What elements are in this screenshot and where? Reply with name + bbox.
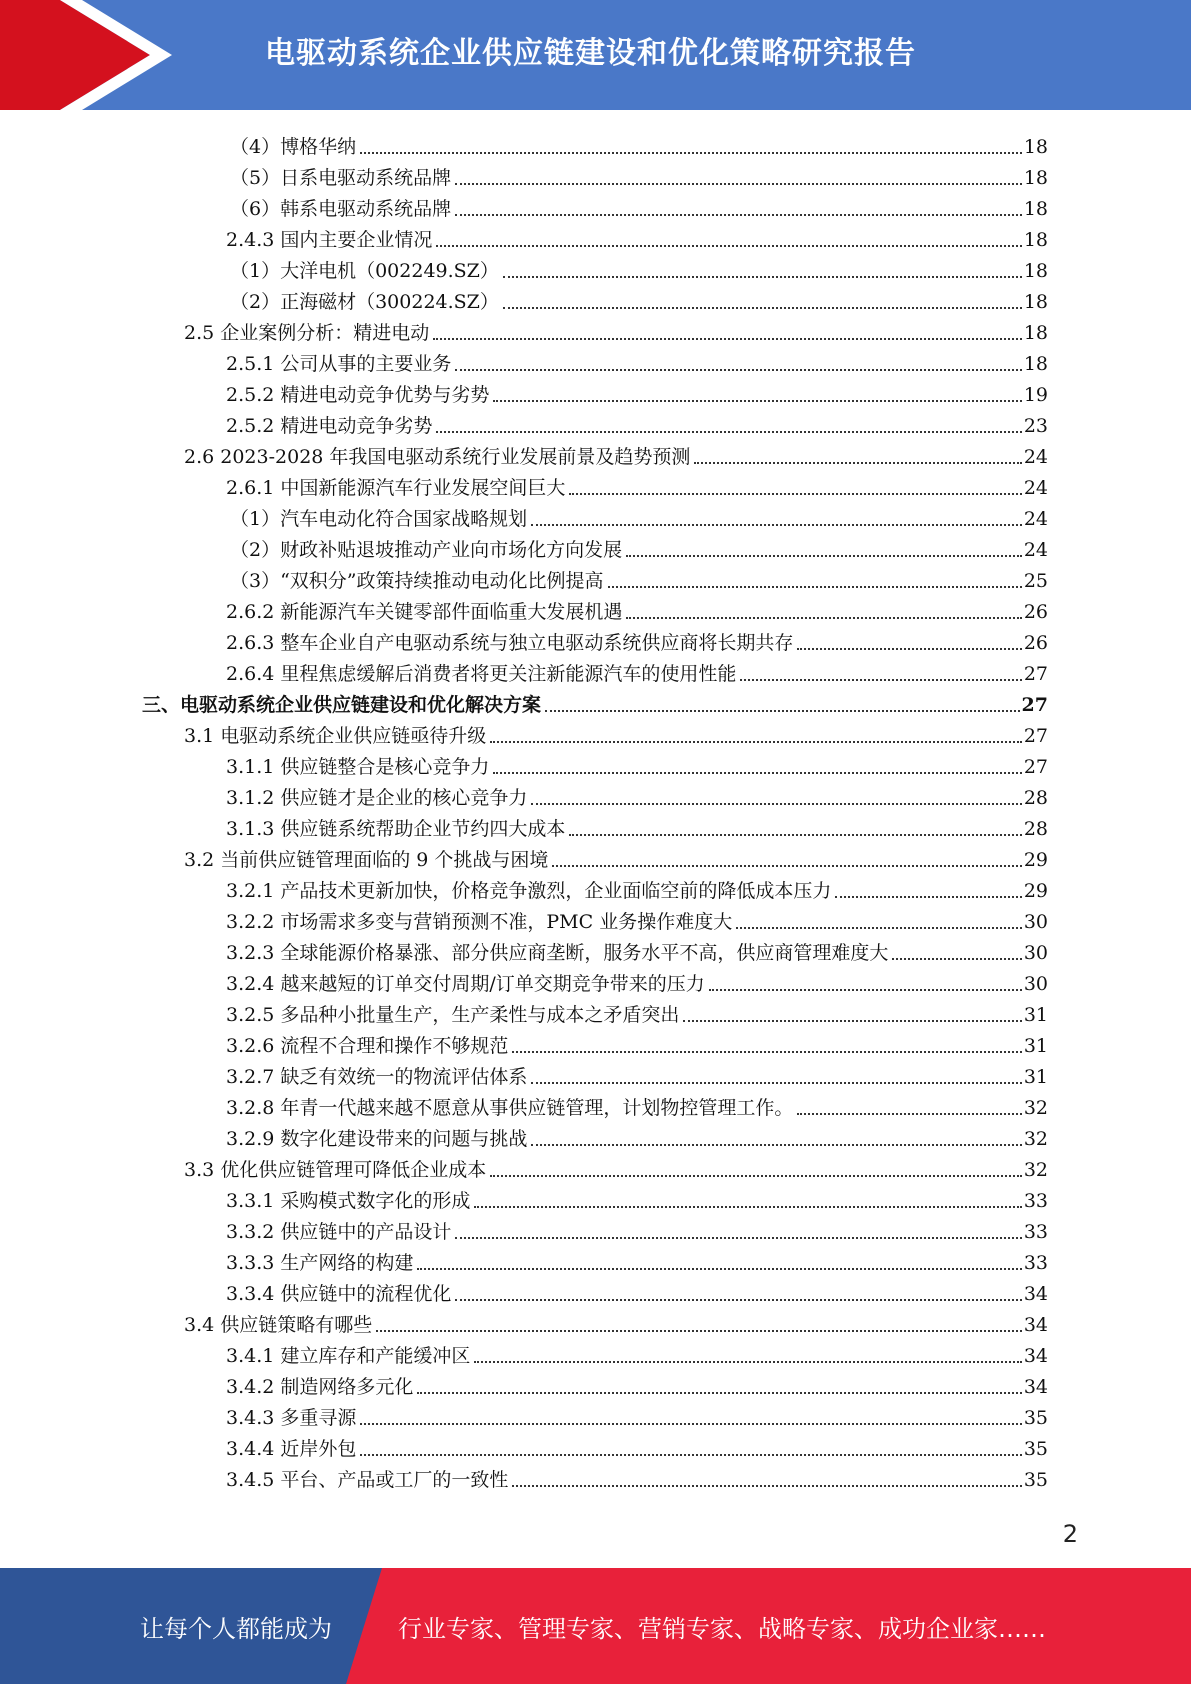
- toc-leader-dots: [376, 1330, 1022, 1332]
- toc-entry-page: 18: [1023, 322, 1048, 344]
- toc-entry-label: 2.5.2 精进电动竞争优势与劣势: [226, 384, 490, 406]
- toc-entry-page: 27: [1023, 756, 1048, 778]
- toc-entry-label: 3.2.7 缺乏有效统一的物流评估体系: [226, 1066, 528, 1088]
- toc-entry-label: 3.4 供应链策略有哪些: [184, 1314, 373, 1336]
- toc-entry-label: 3.4.2 制造网络多元化: [226, 1376, 414, 1398]
- toc-leader-dots: [892, 958, 1021, 960]
- toc-entry-page: 31: [1023, 1035, 1048, 1057]
- toc-entry-page: 28: [1023, 818, 1048, 840]
- toc-entry-page: 18: [1023, 353, 1048, 375]
- toc-leader-dots: [512, 1051, 1021, 1053]
- toc-entry[interactable]: [226, 1430, 1048, 1461]
- toc-leader-dots: [503, 276, 1022, 278]
- toc-entry[interactable]: [226, 1027, 1048, 1058]
- toc-leader-dots: [493, 772, 1021, 774]
- toc-entry[interactable]: [226, 1337, 1048, 1368]
- toc-leader-dots: [417, 1392, 1021, 1394]
- toc-entry[interactable]: [226, 221, 1048, 252]
- page-number: 2: [1062, 1520, 1078, 1548]
- toc-leader-dots: [797, 1113, 1021, 1115]
- toc-leader-dots: [455, 214, 1022, 216]
- toc-entry-page: 34: [1023, 1345, 1048, 1367]
- toc-leader-dots: [490, 741, 1022, 743]
- toc-entry[interactable]: [226, 1213, 1048, 1244]
- toc-entry[interactable]: [226, 810, 1048, 841]
- toc-entry-page: 19: [1023, 384, 1048, 406]
- toc-entry-label: （6）韩系电驱动系统品牌: [230, 198, 452, 220]
- toc-leader-dots: [531, 803, 1021, 805]
- toc-entry[interactable]: [226, 934, 1048, 965]
- toc-entry[interactable]: [226, 624, 1048, 655]
- toc-entry-page: 30: [1023, 911, 1048, 933]
- toc-entry-page: 28: [1023, 787, 1048, 809]
- toc-entry[interactable]: [230, 500, 1048, 531]
- header-title: 电驱动系统企业供应链建设和优化策略研究报告: [265, 36, 916, 71]
- toc-entry-label: 3.3.2 供应链中的产品设计: [226, 1221, 452, 1243]
- toc-entry-label: 3.2.9 数字化建设带来的问题与挑战: [226, 1128, 528, 1150]
- toc-entry-page: 18: [1023, 198, 1048, 220]
- toc-entry-label: （1）大洋电机（002249.SZ）: [230, 260, 499, 282]
- toc-entry-label: （2）正海磁材（300224.SZ）: [230, 291, 499, 313]
- page-footer: [0, 1568, 1191, 1684]
- toc-entry[interactable]: [226, 1182, 1048, 1213]
- toc-entry[interactable]: [226, 996, 1048, 1027]
- toc-entry[interactable]: [184, 314, 1048, 345]
- toc-entry-page: 27: [1023, 725, 1048, 747]
- toc-entry-label: 3.4.4 近岸外包: [226, 1438, 357, 1460]
- toc-entry[interactable]: [226, 965, 1048, 996]
- toc-entry-label: 2.5.1 公司从事的主要业务: [226, 353, 452, 375]
- toc-leader-dots: [433, 338, 1022, 340]
- toc-entry-page: 18: [1023, 291, 1048, 313]
- toc-leader-dots: [474, 1206, 1021, 1208]
- toc-entry[interactable]: [226, 1120, 1048, 1151]
- toc-entry-label: 3.2.5 多品种小批量生产，生产柔性与成本之矛盾突出: [226, 1004, 680, 1026]
- toc-entry-label: 3.1 电驱动系统企业供应链亟待升级: [184, 725, 487, 747]
- page-header: [0, 0, 1191, 110]
- toc-entry[interactable]: [226, 469, 1048, 500]
- toc-entry[interactable]: [226, 748, 1048, 779]
- toc-entry-label: 3.2.4 越来越短的订单交付周期/订单交期竞争带来的压力: [226, 973, 705, 995]
- toc-leader-dots: [608, 586, 1022, 588]
- toc-leader-dots: [709, 989, 1022, 991]
- toc-leader-dots: [569, 493, 1021, 495]
- toc-entry[interactable]: [184, 438, 1048, 469]
- toc-entry-page: 29: [1023, 849, 1048, 871]
- toc-entry-page: 31: [1023, 1066, 1048, 1088]
- toc-entry[interactable]: [226, 779, 1048, 810]
- toc-entry[interactable]: [226, 1089, 1048, 1120]
- toc-leader-dots: [455, 183, 1022, 185]
- toc-entry-label: 3.2.1 产品技术更新加快，价格竞争激烈，企业面临空前的降低成本压力: [226, 880, 832, 902]
- toc-entry-label: 2.5.2 精进电动竞争劣势: [226, 415, 433, 437]
- toc-entry-page: 34: [1023, 1283, 1048, 1305]
- toc-entry-label: 2.6.1 中国新能源汽车行业发展空间巨大: [226, 477, 566, 499]
- toc-leader-dots: [360, 1423, 1021, 1425]
- toc-entry-label: 3.2 当前供应链管理面临的 9 个挑战与困境: [184, 849, 549, 871]
- toc-entry-page: 33: [1023, 1221, 1048, 1243]
- toc-entry[interactable]: [226, 1461, 1048, 1492]
- toc-entry-page: 24: [1023, 446, 1048, 468]
- toc-entry-page: 24: [1023, 477, 1048, 499]
- toc-leader-dots: [512, 1485, 1021, 1487]
- toc-entry-page: 18: [1023, 136, 1048, 158]
- toc-leader-dots: [493, 400, 1021, 402]
- toc-entry-label: 三、电驱动系统企业供应链建设和优化解决方案: [142, 694, 542, 716]
- toc-entry[interactable]: [230, 128, 1048, 159]
- toc-entry-label: 2.6.2 新能源汽车关键零部件面临重大发展机遇: [226, 601, 623, 623]
- toc-entry-page: 33: [1023, 1190, 1048, 1212]
- toc-entry-label: （5）日系电驱动系统品牌: [230, 167, 452, 189]
- toc-entry-page: 25: [1023, 570, 1048, 592]
- toc-leader-dots: [694, 462, 1021, 464]
- toc-entry-label: 3.3.1 采购模式数字化的形成: [226, 1190, 471, 1212]
- toc-entry-page: 18: [1023, 260, 1048, 282]
- toc-entry-label: 3.1.1 供应链整合是核心竞争力: [226, 756, 490, 778]
- toc-entry-label: 3.3.4 供应链中的流程优化: [226, 1283, 452, 1305]
- toc-leader-dots: [436, 245, 1021, 247]
- toc-entry-page: 18: [1023, 167, 1048, 189]
- toc-leader-dots: [531, 1144, 1021, 1146]
- toc-entry-page: 30: [1023, 973, 1048, 995]
- toc-entry-page: 32: [1023, 1159, 1048, 1181]
- toc-entry-page: 34: [1023, 1376, 1048, 1398]
- toc-entry-label: 2.6.3 整车企业自产电驱动系统与独立电驱动系统供应商将长期共存: [226, 632, 794, 654]
- toc-leader-dots: [503, 307, 1022, 309]
- toc-entry-label: （4）博格华纳: [230, 136, 357, 158]
- toc-entry[interactable]: [230, 252, 1048, 283]
- toc-entry-label: 2.6.4 里程焦虑缓解后消费者将更关注新能源汽车的使用性能: [226, 663, 737, 685]
- toc-entry[interactable]: [230, 283, 1048, 314]
- toc-entry-label: 3.3 优化供应链管理可降低企业成本: [184, 1159, 487, 1181]
- toc-entry[interactable]: [226, 903, 1048, 934]
- toc-leader-dots: [360, 1454, 1021, 1456]
- toc-entry-label: 3.1.3 供应链系统帮助企业节约四大成本: [226, 818, 566, 840]
- toc-entry-page: 24: [1023, 539, 1048, 561]
- toc-entry[interactable]: [226, 872, 1048, 903]
- toc-leader-dots: [626, 555, 1022, 557]
- toc-entry-page: 29: [1023, 880, 1048, 902]
- toc-entry-label: 3.3.3 生产网络的构建: [226, 1252, 414, 1274]
- toc-entry-label: 3.2.3 全球能源价格暴涨、部分供应商垄断，服务水平不高，供应商管理难度大: [226, 942, 889, 964]
- toc-entry-label: 3.4.5 平台、产品或工厂的一致性: [226, 1469, 509, 1491]
- toc-leader-dots: [736, 927, 1022, 929]
- toc-entry-label: （2）财政补贴退坡推动产业向市场化方向发展: [230, 539, 623, 561]
- footer-slogan-left: 让每个人都能成为: [140, 1614, 332, 1643]
- footer-slogan-right: 行业专家、管理专家、营销专家、战略专家、成功企业家……: [398, 1614, 1046, 1643]
- toc-entry-page: 30: [1023, 942, 1048, 964]
- toc-leader-dots: [835, 896, 1021, 898]
- toc-entry-label: 3.4.1 建立库存和产能缓冲区: [226, 1345, 471, 1367]
- toc-entry[interactable]: [184, 717, 1048, 748]
- toc-entry[interactable]: [230, 159, 1048, 190]
- toc-entry[interactable]: [230, 531, 1048, 562]
- toc-entry-label: 3.4.3 多重寻源: [226, 1407, 357, 1429]
- toc-leader-dots: [455, 1237, 1021, 1239]
- toc-entry[interactable]: [226, 655, 1048, 686]
- toc-leader-dots: [490, 1175, 1022, 1177]
- toc-entry-page: 27: [1021, 694, 1048, 716]
- toc-entry[interactable]: [230, 562, 1048, 593]
- toc-entry-label: 3.2.2 市场需求多变与营销预测不准，PMC 业务操作难度大: [226, 911, 733, 933]
- toc-entry[interactable]: [226, 376, 1048, 407]
- toc-leader-dots: [417, 1268, 1021, 1270]
- toc-entry-label: 3.2.6 流程不合理和操作不够规范: [226, 1035, 509, 1057]
- toc-leader-dots: [626, 617, 1021, 619]
- toc-entry-label: 2.6 2023-2028 年我国电驱动系统行业发展前景及趋势预测: [184, 446, 691, 468]
- toc-entry-page: 35: [1023, 1469, 1048, 1491]
- toc-leader-dots: [474, 1361, 1021, 1363]
- toc-entry[interactable]: [226, 407, 1048, 438]
- toc-entry-page: 32: [1023, 1097, 1048, 1119]
- toc-entry-page: 24: [1023, 508, 1048, 530]
- toc-leader-dots: [455, 369, 1021, 371]
- toc-entry[interactable]: [184, 1306, 1048, 1337]
- toc-entry[interactable]: [184, 841, 1048, 872]
- toc-entry-page: 18: [1023, 229, 1048, 251]
- toc-entry-page: 26: [1023, 632, 1048, 654]
- toc-entry[interactable]: [226, 1244, 1048, 1275]
- toc-leader-dots: [552, 865, 1021, 867]
- toc-entry[interactable]: [226, 593, 1048, 624]
- toc-leader-dots: [797, 648, 1021, 650]
- toc-entry-label: （1）汽车电动化符合国家战略规划: [230, 508, 528, 530]
- toc-entry-label: 3.1.2 供应链才是企业的核心竞争力: [226, 787, 528, 809]
- toc-entry-label: 2.4.3 国内主要企业情况: [226, 229, 433, 251]
- toc-leader-dots: [545, 710, 1020, 712]
- toc-leader-dots: [360, 152, 1022, 154]
- toc-entry-page: 27: [1023, 663, 1048, 685]
- toc-entry-page: 35: [1023, 1438, 1048, 1460]
- toc-entry-page: 31: [1023, 1004, 1048, 1026]
- toc-entry-label: 3.2.8 年青一代越来越不愿意从事供应链管理，计划物控管理工作。: [226, 1097, 794, 1119]
- toc-leader-dots: [455, 1299, 1021, 1301]
- toc-entry-label: 2.5 企业案例分析：精进电动: [184, 322, 430, 344]
- toc-entry[interactable]: [226, 1275, 1048, 1306]
- toc-entry[interactable]: [230, 190, 1048, 221]
- toc-entry-page: 35: [1023, 1407, 1048, 1429]
- toc-entry[interactable]: [226, 1058, 1048, 1089]
- toc-entry-page: 26: [1023, 601, 1048, 623]
- toc-leader-dots: [569, 834, 1021, 836]
- toc-entry[interactable]: [184, 1151, 1048, 1182]
- toc-leader-dots: [436, 431, 1021, 433]
- toc-entry-page: 34: [1023, 1314, 1048, 1336]
- toc-entry-page: 33: [1023, 1252, 1048, 1274]
- toc-leader-dots: [683, 1020, 1021, 1022]
- toc-leader-dots: [531, 524, 1022, 526]
- toc-entry-page: 23: [1023, 415, 1048, 437]
- toc-leader-dots: [531, 1082, 1021, 1084]
- toc-entry-label: （3）“双积分”政策持续推动电动化比例提高: [230, 570, 604, 592]
- toc-entry[interactable]: [226, 1368, 1048, 1399]
- toc-entry-page: 32: [1023, 1128, 1048, 1150]
- toc-leader-dots: [740, 679, 1021, 681]
- toc-chapter-entry[interactable]: [142, 686, 1048, 717]
- toc-entry[interactable]: [226, 345, 1048, 376]
- toc-entry[interactable]: [226, 1399, 1048, 1430]
